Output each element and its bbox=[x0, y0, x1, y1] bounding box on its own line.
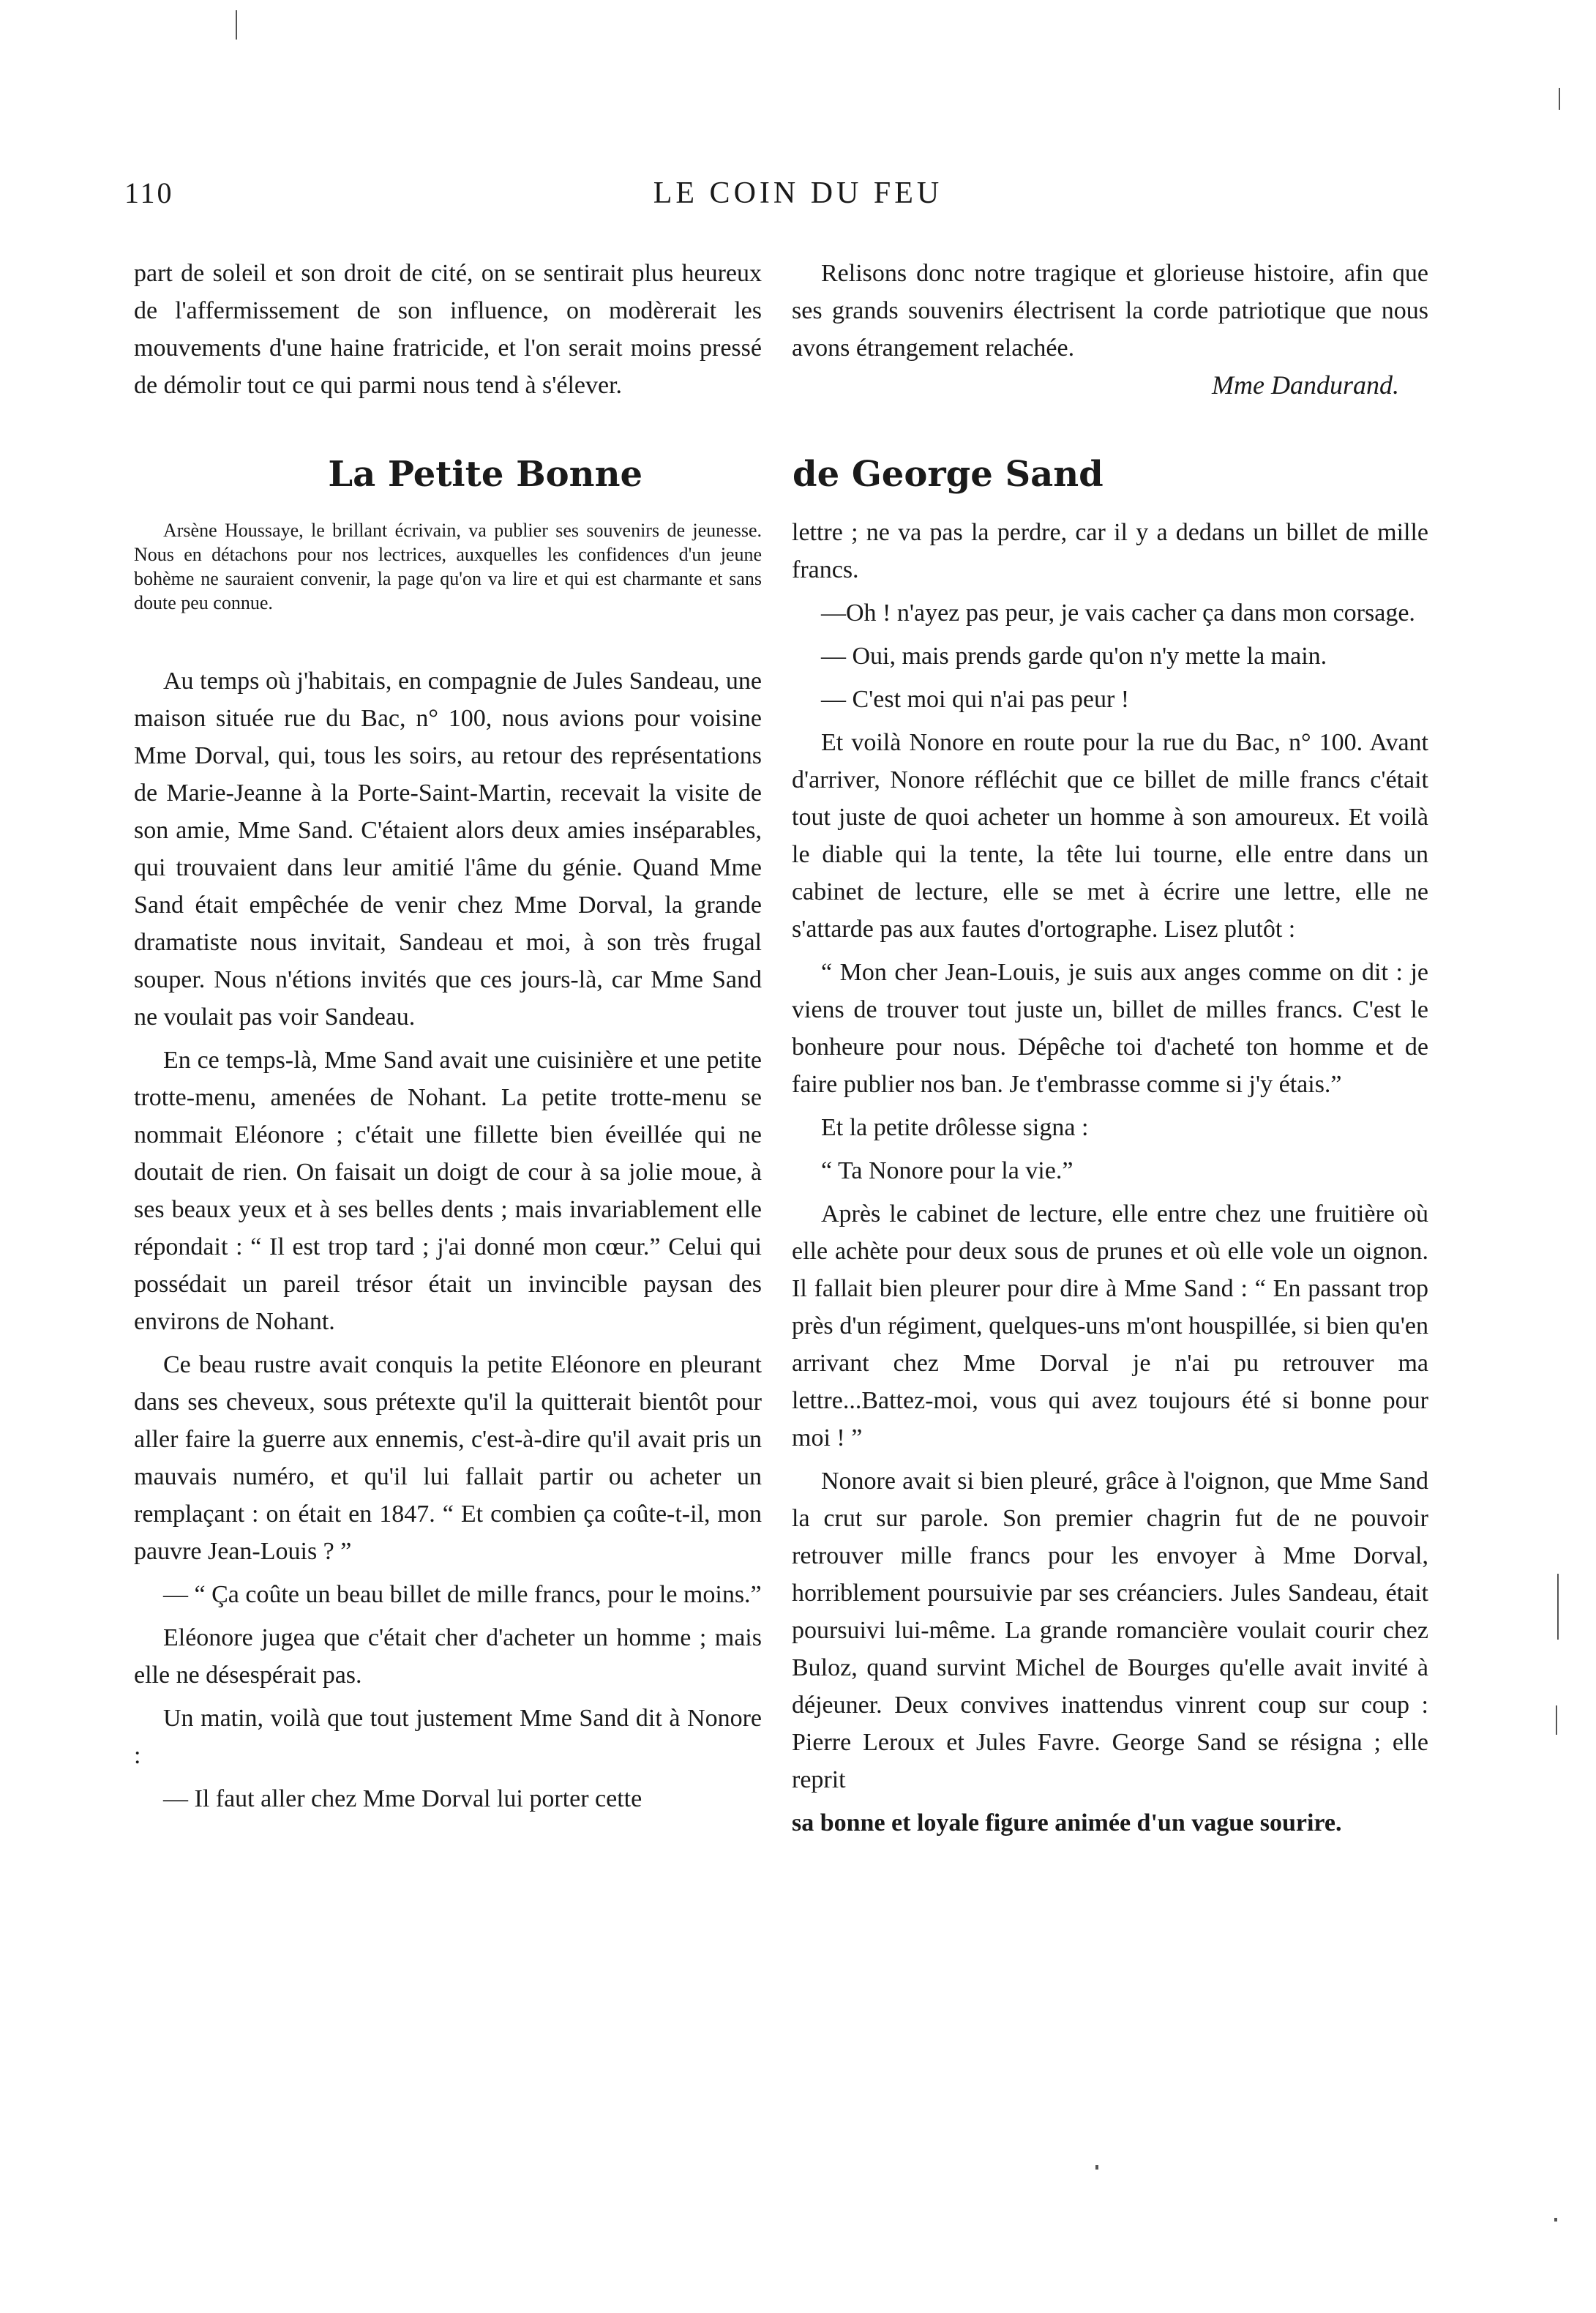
body-paragraph: Et voilà Nonore en route pour la rue du Bac, n° 100. Avant d'arriver, Nonore réfléchit que ce billet de mille francs c'était tout juste de quoi acheter un homme à son amoureux. Et voilà le diable qui la tente, la tête lui tourne, elle entre dans un cabinet de lecture, elle se met à écrire une lettre, elle ne s'attarde pas aux fautes d'ortographe. Lisez plutôt : bbox=[792, 729, 1428, 943]
body-paragraph: lettre ; ne va pas la perdre, car il y a dedans un billet de mille francs. bbox=[792, 519, 1428, 583]
body-paragraph: — “ Ça coûte un beau billet de mille francs, pour le moins.” bbox=[163, 1581, 762, 1608]
body-paragraph: Ce beau rustre avait conquis la petite Eléonore en pleurant dans ses cheveux, sous prétexte qu'il la quitterait bientôt pour aller faire la guerre aux ennemis, c'est-à-dire qu'il avait pris un mauvais numéro, et qu'il lui fallait partir ou acheter un remplaçant : on était en 1847. “ Et combien ça coûte-t-il, mon pauvre Jean-Louis ? ” bbox=[134, 1351, 762, 1565]
article-title-part-1: La Petite Bonne bbox=[328, 454, 642, 495]
scan-speck bbox=[1095, 2165, 1098, 2170]
body-paragraph: Un matin, voilà que tout justement Mme Sand dit à Nonore : bbox=[134, 1705, 762, 1769]
article-right-column bbox=[792, 514, 1428, 1847]
scan-speck bbox=[1556, 1705, 1557, 1735]
intro-right-paragraph: Relisons donc notre tragique et glorieuse histoire, afin que ses grands souvenirs électrisent la corde patriotique que nous avons étrangement relachée. bbox=[792, 260, 1428, 362]
article-headnote: Arsène Houssaye, le brillant écrivain, va publier ses souvenirs de jeunesse. Nous en détachons pour nos lectrices, auxquelles les confidences d'un jeune bohème ne sauraient convenir, la page qu'on va lire et qui est charmante et sans doute peu connue. bbox=[134, 520, 762, 613]
body-paragraph: Au temps où j'habitais, en compagnie de Jules Sandeau, une maison située rue du Bac, n° 100, nous avions pour voisine Mme Dorval, qui, tous les soirs, au retour des représentations de Marie-Jeanne à la Porte-Saint-Martin, recevait la visite de son amie, Mme Sand. C'étaient alors deux amies inséparables, qui trouvaient dans leur amitié l'âme du génie. Quand Mme Sand était empêchée de venir chez Mme Dorval, la grande dramatiste nous invitait, Sandeau et moi, à son très frugal souper. Nous n'étions invités que ces jours-là, car Mme Sand ne voulait pas voir Sandeau. bbox=[134, 668, 762, 1031]
body-paragraph: Après le cabinet de lecture, elle entre chez une fruitière où elle achète pour deux sous de prunes et où elle vole un oignon. Il fallait bien pleurer pour dire à Mme Sand : “ En passant trop près d'un régiment, quelques-uns m'ont houspillée, si bien qu'en arrivant chez Mme Dorval je n'ai pu retrouver ma lettre...Battez-moi, vous qui avez toujours été si bonne pour moi ! ” bbox=[792, 1200, 1428, 1451]
intro-right-column bbox=[792, 255, 1428, 404]
body-paragraph: — Oui, mais prends garde qu'on n'y mette la main. bbox=[821, 643, 1327, 670]
article-title bbox=[134, 454, 1464, 512]
body-paragraph: Eléonore jugea que c'était cher d'acheter un homme ; mais elle ne désespérait pas. bbox=[134, 1624, 762, 1689]
scan-speck bbox=[1559, 88, 1560, 110]
body-paragraph: — Il faut aller chez Mme Dorval lui porter cette bbox=[163, 1785, 642, 1812]
journal-title: LE COIN DU FEU bbox=[653, 176, 943, 210]
scan-speck bbox=[236, 10, 237, 40]
body-paragraph: —Oh ! n'ayez pas peur, je vais cacher ça dans mon corsage. bbox=[821, 599, 1415, 627]
body-paragraph: “ Ta Nonore pour la vie.” bbox=[821, 1157, 1074, 1184]
author-signature: Mme Dandurand. bbox=[1212, 370, 1399, 400]
body-paragraph: Nonore avait si bien pleuré, grâce à l'oignon, que Mme Sand la crut sur parole. Son premier chagrin fut de ne pouvoir retrouver mille francs pour les envoyer à Mme Dorval, horriblement poursuivie par ses créanciers. Jules Sandeau, était poursuivi lui-même. La grande romancière voulait courir chez Buloz, quand survint Michel de Bourges qu'elle avait invité à déjeuner. Deux convives inattendus vinrent coup sur coup : Pierre Leroux et Jules Favre. George Sand se résigna ; elle reprit bbox=[792, 1468, 1428, 1793]
body-paragraph: “ Mon cher Jean-Louis, je suis aux anges comme on dit : je viens de trouver tout juste un, billet de milles francs. C'est le bonheure pour nous. Dépêche toi d'acheté ton homme et de faire publier nos ban. Je t'embrasse comme si j'y étais.” bbox=[792, 959, 1428, 1098]
article-left-column bbox=[134, 662, 762, 1823]
body-paragraph-final-line: sa bonne et loyale figure animée d'un vague sourire. bbox=[792, 1809, 1342, 1836]
scan-speck bbox=[1554, 2218, 1557, 2222]
body-paragraph: Et la petite drôlesse signa : bbox=[821, 1114, 1089, 1141]
intro-left-column bbox=[134, 255, 762, 404]
page-number: 110 bbox=[124, 176, 174, 209]
body-paragraph: En ce temps-là, Mme Sand avait une cuisinière et une petite trotte-menu, amenées de Nohant. La petite trotte-menu se nommait Eléonore ; c'était une fillette bien éveillée qui ne doutait de rien. On faisait un doigt de cour à sa jolie moue, à ses beaux yeux et à ses belles dents ; mais invariablement elle répondait : “ Il est trop tard ; j'ai donné mon cœur.” Celui qui possédait un pareil trésor était un invincible paysan des environs de Nohant. bbox=[134, 1047, 762, 1335]
intro-left-paragraph: part de soleil et son droit de cité, on se sentirait plus heureux de l'affermissement de son influence, on modèrerait les mouvements d'une haine fratricide, et l'on serait moins pressé de démolir tout ce qui parmi nous tend à s'élever. bbox=[134, 260, 762, 399]
article-title-part-2: de George Sand bbox=[793, 454, 1104, 495]
running-head bbox=[124, 176, 1472, 220]
scan-speck bbox=[1557, 1574, 1559, 1640]
body-paragraph: — C'est moi qui n'ai pas peur ! bbox=[821, 686, 1130, 713]
